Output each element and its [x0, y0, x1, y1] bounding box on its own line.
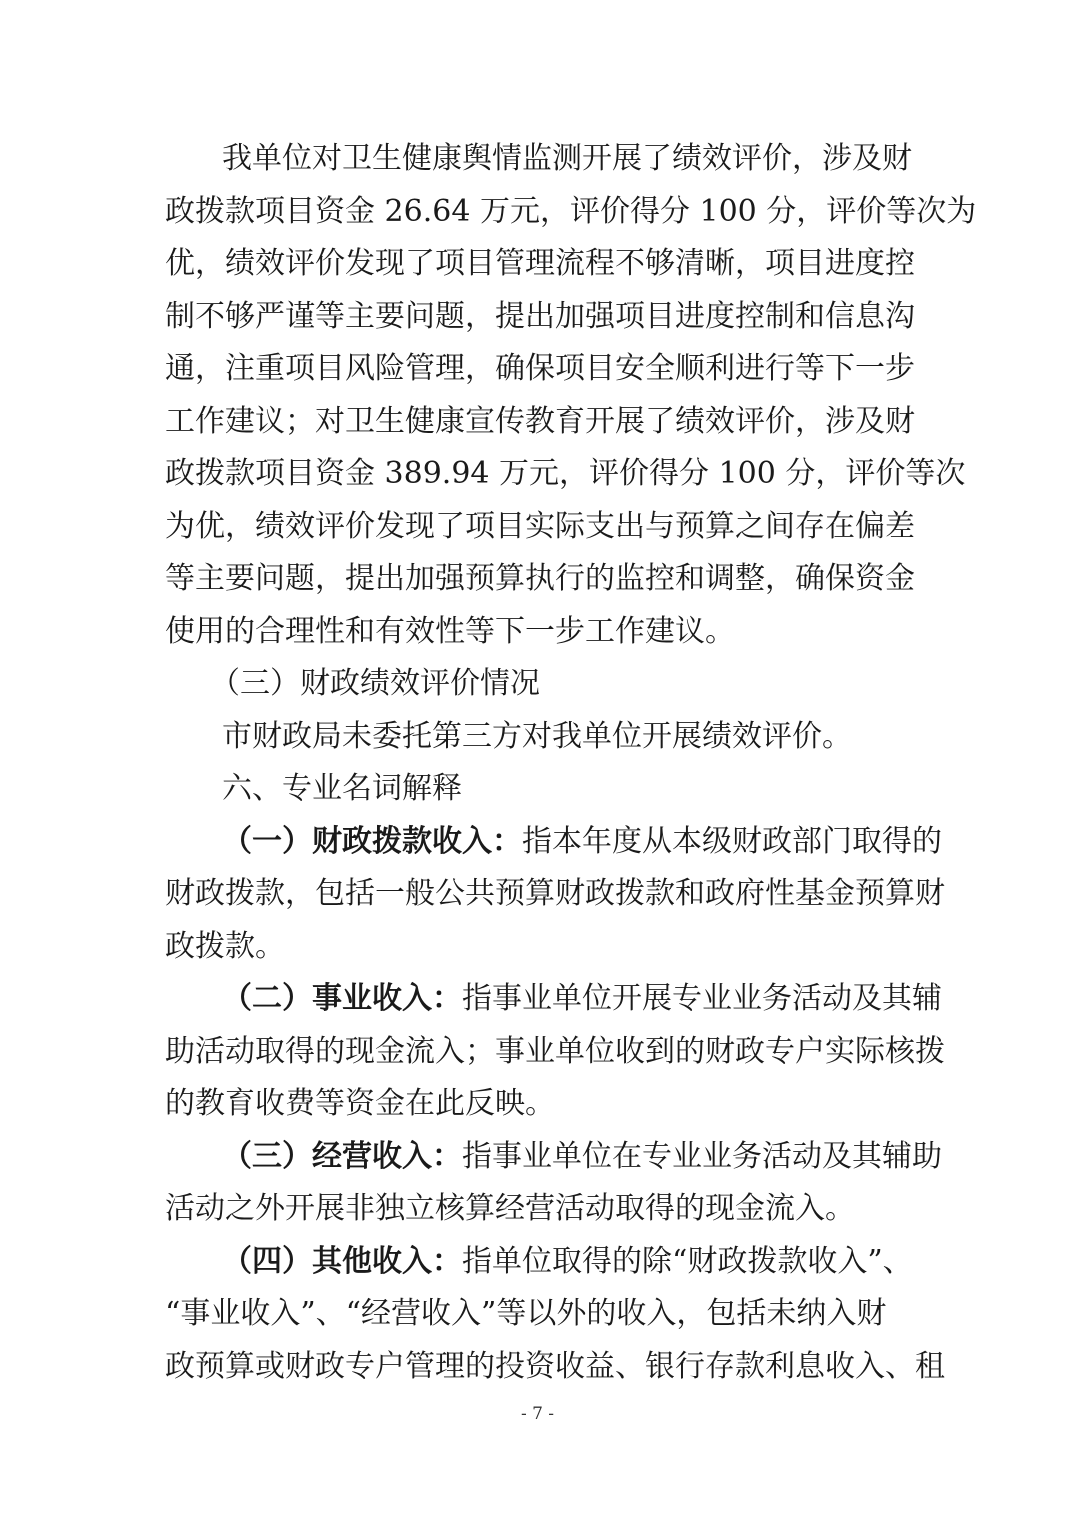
term-definition-line: [0, 1236, 1075, 1288]
heading-text: （三）财政绩效评价情况: [210, 666, 540, 701]
line-text: 财政拨款，包括一般公共预算财政拨款和政府性基金预算财: [165, 876, 945, 911]
line-text: 的教育收费等资金在此反映。: [165, 1086, 555, 1121]
line-text: 政拨款。: [165, 929, 285, 964]
line-text: 优，绩效评价发现了项目管理流程不够清晰，项目进度控: [165, 246, 915, 281]
paragraph-line: [0, 343, 1075, 395]
line-text: 政拨款项目资金 389.94 万元，评价得分 100 分，评价等次: [165, 456, 966, 491]
line-text: 活动之外开展非独立核算经营活动取得的现金流入。: [165, 1191, 855, 1226]
paragraph-line: [0, 1288, 1075, 1340]
line-text: 政预算或财政专户管理的投资收益、银行存款利息收入、租: [165, 1349, 945, 1384]
section-heading: [0, 658, 1075, 710]
line-text: “事业收入”、“经营收入”等以外的收入，包括未纳入财: [165, 1296, 887, 1331]
term-heading: [222, 816, 942, 868]
term-label: （三）经营收入：: [222, 1139, 462, 1174]
line-text: 使用的合理性和有效性等下一步工作建议。: [165, 614, 735, 649]
line-text: 等主要问题，提出加强预算执行的监控和调整，确保资金: [165, 561, 915, 596]
term-text: 指单位取得的除“财政拨款收入”、: [462, 1244, 913, 1279]
paragraph-line: [0, 921, 1075, 973]
term-heading: [222, 1131, 942, 1183]
paragraph-line: [0, 1183, 1075, 1235]
paragraph-line: [0, 553, 1075, 605]
term-definition-line: [0, 1131, 1075, 1183]
line-text: 市财政局未委托第三方对我单位开展绩效评价。: [222, 719, 852, 754]
paragraph-line: [0, 448, 1075, 500]
paragraph-line: [0, 606, 1075, 658]
term-text: 指本年度从本级财政部门取得的: [522, 824, 942, 859]
paragraph-line: [0, 711, 1075, 763]
term-label: （二）事业收入：: [222, 981, 462, 1016]
term-text: 指事业单位开展专业业务活动及其辅: [462, 981, 942, 1016]
term-heading: [222, 1236, 913, 1288]
paragraph-line: [0, 1341, 1075, 1393]
paragraph-line: [0, 133, 1075, 185]
line-text: 助活动取得的现金流入；事业单位收到的财政专户实际核拨: [165, 1034, 945, 1069]
paragraph-line: [0, 868, 1075, 920]
paragraph-line: [0, 291, 1075, 343]
term-text: 指事业单位在专业业务活动及其辅助: [462, 1139, 942, 1174]
term-label: （一）财政拨款收入：: [222, 824, 522, 859]
term-definition-line: [0, 816, 1075, 868]
line-text: 通，注重项目风险管理，确保项目安全顺利进行等下一步: [165, 351, 915, 386]
line-text: 为优，绩效评价发现了项目实际支出与预算之间存在偏差: [165, 509, 915, 544]
line-text: 制不够严谨等主要问题，提出加强项目进度控制和信息沟: [165, 299, 915, 334]
page-number: - 7 -: [520, 1404, 555, 1424]
chapter-heading: [0, 763, 1075, 815]
line-text: 政拨款项目资金 26.64 万元，评价得分 100 分，评价等次为: [165, 194, 977, 229]
paragraph-line: [0, 238, 1075, 290]
paragraph-line: [0, 1078, 1075, 1130]
term-definition-line: [0, 973, 1075, 1025]
paragraph-line: [0, 1026, 1075, 1078]
term-heading: [222, 973, 942, 1025]
paragraph-line: [0, 186, 1075, 238]
line-text: 工作建议；对卫生健康宣传教育开展了绩效评价，涉及财: [165, 404, 915, 439]
paragraph-line: [0, 396, 1075, 448]
paragraph-line: [0, 501, 1075, 553]
line-text: 我单位对卫生健康舆情监测开展了绩效评价，涉及财: [222, 141, 912, 176]
term-label: （四）其他收入：: [222, 1244, 462, 1279]
heading-text: 六、专业名词解释: [222, 771, 462, 806]
